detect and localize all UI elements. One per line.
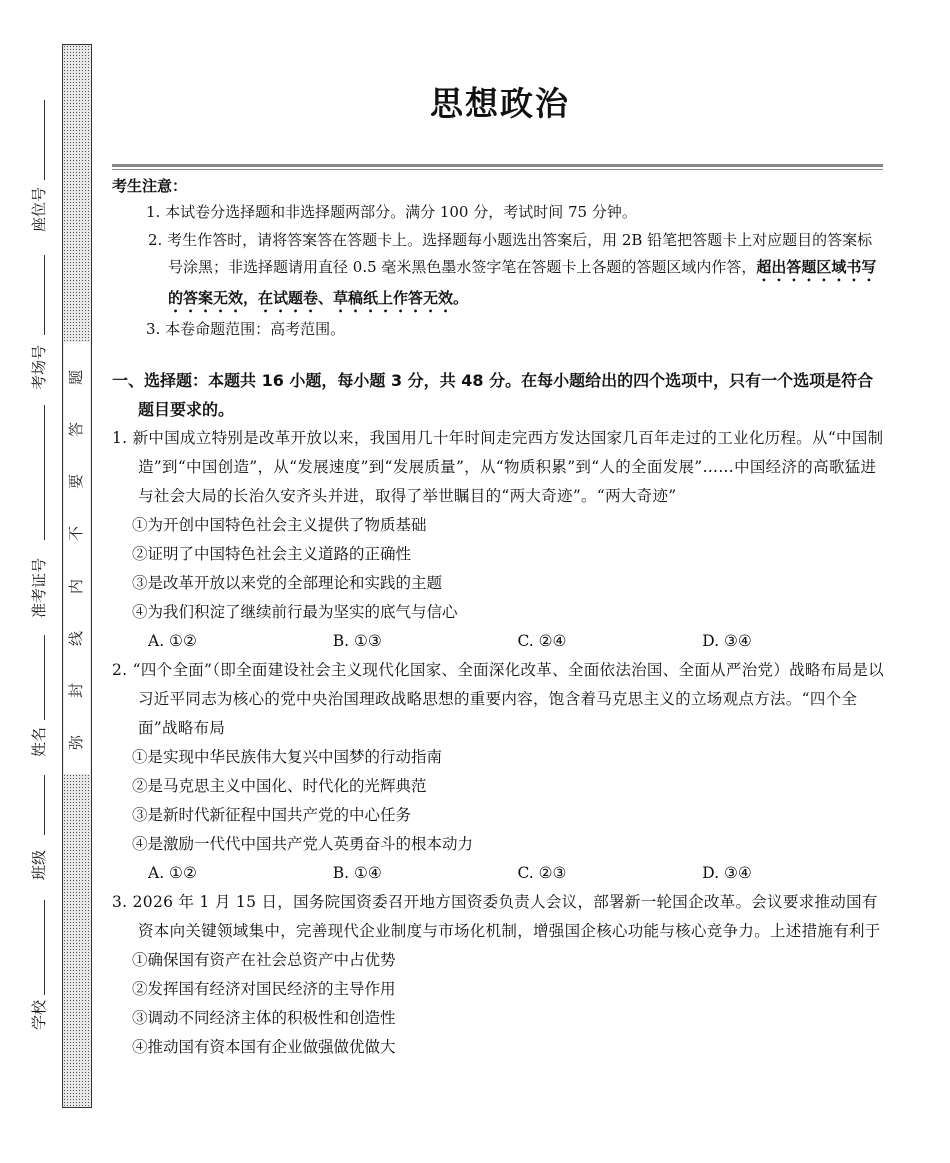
section-heading: 一、选择题：本题共 16 小题，每小题 3 分，共 48 分。在每小题给出的四个选项中，只有一个选项是符合题目要求的。 [112, 370, 874, 419]
seal-char: 题 [67, 369, 86, 386]
statement: ③是新时代新征程中国共产党的中心任务 [132, 805, 412, 824]
statement: ①是实现中华民族伟大复兴中国梦的行动指南 [132, 747, 443, 766]
seal-char: 要 [67, 474, 86, 490]
statement: ②是马克思主义中国化、时代化的光辉典范 [132, 776, 427, 795]
choice-a[interactable]: A. ①② [148, 631, 197, 650]
notice-item: 1. 本试卷分选择题和非选择题两部分。满分 100 分，考试时间 75 分钟。 [146, 203, 637, 221]
seal-char: 线 [67, 630, 86, 646]
header-rule-thin [112, 169, 883, 170]
name-label: 姓名 [30, 726, 48, 757]
choice-b[interactable]: B. ①③ [332, 631, 382, 650]
choice-d[interactable]: D. ③④ [702, 863, 752, 882]
statement: ④推动国有资本国有企业做强做优做大 [132, 1037, 396, 1056]
admission-number-line[interactable] [44, 405, 45, 540]
notice-heading: 考生注意： [112, 177, 188, 195]
seat-number-label: 座位号 [30, 186, 48, 232]
seal-char: 弥 [67, 734, 86, 750]
header-rule [112, 164, 883, 167]
seal-char: 内 [67, 578, 86, 594]
answer-choices [112, 859, 887, 888]
statement: ②发挥国有经济对国民经济的主导作用 [132, 979, 396, 998]
school-line[interactable] [44, 900, 45, 995]
notice-item [112, 227, 887, 317]
notice-emphasis: 超出答题区域书写的答案无效，在试题卷、草稿纸上作答无效。 [168, 258, 877, 307]
statement: ②证明了中国特色社会主义道路的正确性 [132, 544, 412, 563]
seal-char: 封 [67, 682, 86, 698]
seal-char: 答 [67, 422, 86, 438]
seal-char: 不 [67, 526, 86, 542]
statement: ①确保国有资产在社会总资产中占优势 [132, 950, 396, 969]
statement: ③是改革开放以来党的全部理论和实践的主题 [132, 573, 443, 592]
choice-c[interactable]: C. ②③ [517, 863, 567, 882]
exam-room-line[interactable] [44, 255, 45, 335]
choice-b[interactable]: B. ①④ [332, 863, 382, 882]
question-stem: 3. 2026 年 1 月 15 日，国务院国资委召开地方国资委负责人会议，部署新一轮国企改革。会议要求推动国有资本向关键领域集中，完善现代企业制度与市场化机制，增强国企核心功能与核心竞争力。上述措施有利于 [112, 892, 881, 940]
statement: ④为我们积淀了继续前行最为坚实的底气与信心 [132, 602, 458, 621]
class-line[interactable] [44, 775, 45, 835]
statement: ④是激励一代代中国共产党人英勇奋斗的根本动力 [132, 834, 474, 853]
class-label: 班级 [30, 849, 48, 880]
exam-room-label: 考场号 [30, 344, 48, 390]
name-line[interactable] [44, 635, 45, 720]
question-stem: 2. “四个全面”（即全面建设社会主义现代化国家、全面深化改革、全面依法治国、全面从严治党）战略布局是以习近平同志为核心的党中央治国理政战略思想的重要内容，饱含着马克思主义的立场观点方法。“四个全面”战略布局 [112, 660, 884, 737]
question-stem: 1. 新中国成立特别是改革开放以来，我国用几十年时间走完西方发达国家几百年走过的工业化历程。从“中国制造”到“中国创造”，从“发展速度”到“发展质量”，从“物质积累”到“人的全面发展”……中国经济的高歌猛进与社会大局的长治久安齐头并进，取得了举世瞩目的“两大奇迹”。“两大奇迹” [112, 428, 884, 505]
choice-d[interactable]: D. ③④ [702, 631, 752, 650]
choice-a[interactable]: A. ①② [148, 863, 197, 882]
school-label: 学校 [30, 999, 48, 1030]
answer-choices [112, 627, 887, 656]
statement: ①为开创中国特色社会主义提供了物质基础 [132, 515, 427, 534]
admission-number-label: 准考证号 [30, 557, 48, 618]
exam-content [112, 173, 887, 1062]
notice-item-text: 2. 考生作答时，请将答案答在答题卡上。选择题每小题选出答案后，用 2B 铅笔把答题卡上对应题目的答案标号涂黑；非选择题请用直径 0.5 毫米黑色墨水签字笔在答题卡上各题的答题区域内作答， [148, 230, 873, 276]
page-title: 思想政治 [430, 84, 570, 123]
seal-line-notice [64, 342, 90, 774]
choice-c[interactable]: C. ②④ [517, 631, 567, 650]
statement: ③调动不同经济主体的积极性和创造性 [132, 1008, 396, 1027]
notice-item: 3. 本卷命题范围：高考范围。 [146, 320, 346, 338]
